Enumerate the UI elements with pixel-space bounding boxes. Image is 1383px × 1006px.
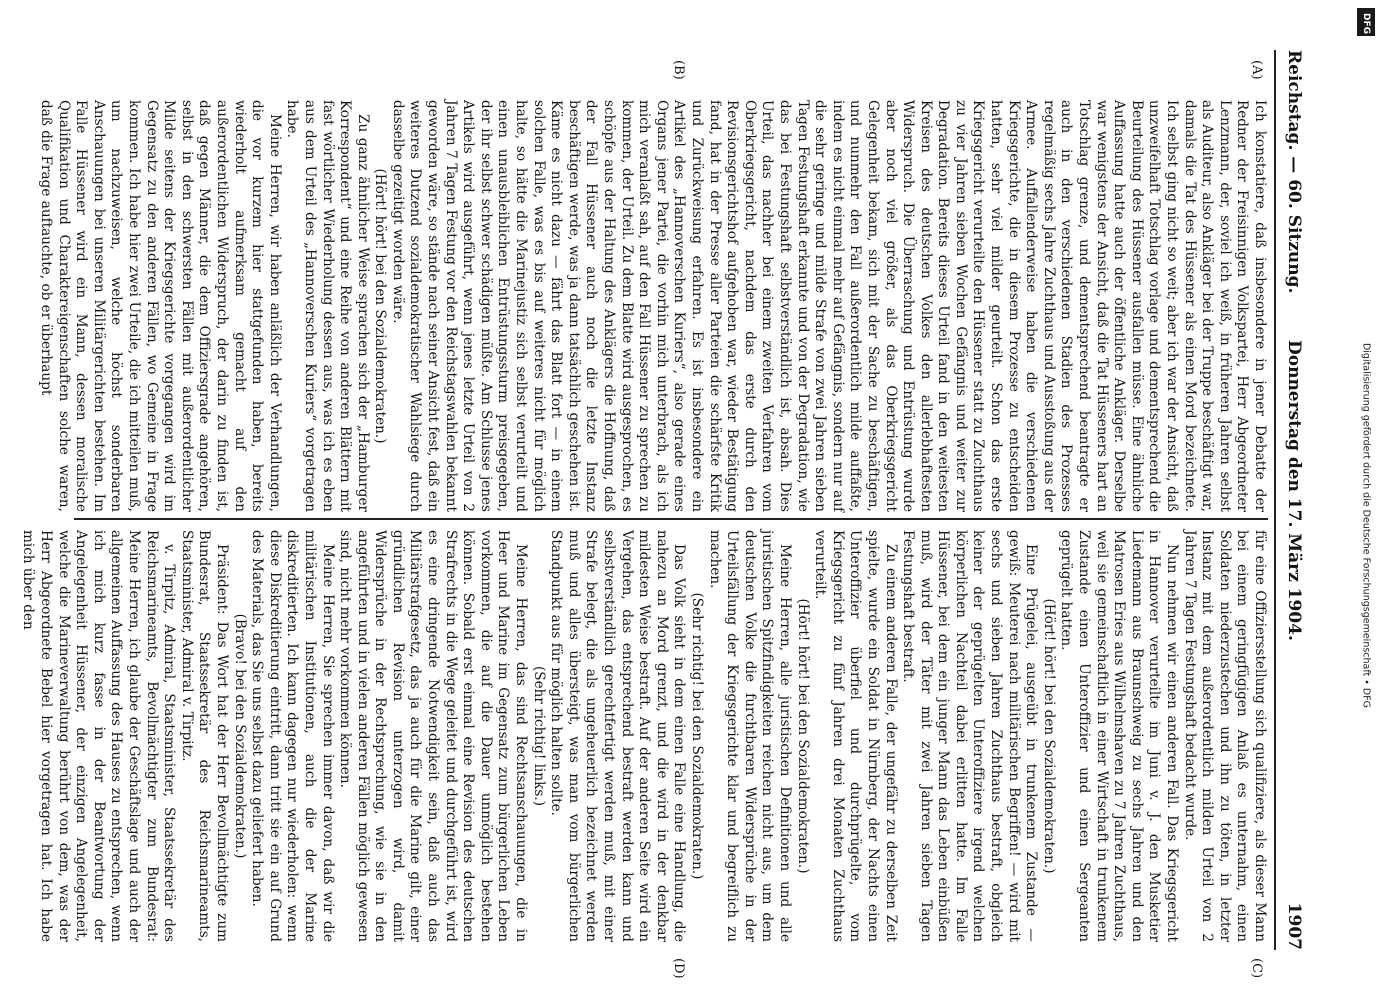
margin-marker-a: (A) — [1249, 60, 1264, 80]
paragraph: Meine Herren, alle juristischen Definitionen und alle juristischen Spitzfindigkeiten reichen nicht aus, um dem deutschen Volke die furchtbaren Widersprüche in der Urteilsfällung der Kriegsgerichte klar und begreiflich zu machen. — [706, 530, 793, 942]
paragraph: Ich konstatiere, daß insbesondere in jener Debatte der Redner der Freisinnigen Volkspartei, Herr Abgeordneter Lenzmann, der, soviel ich weiß, in früheren Jahren selbst als Auditeur, also Ankläger bei der Truppe beschäftigt war, damals die Tat des Hüssener als einen Mord bezeichnete. Ich selbst ging nicht so weit; aber ich war der Ansicht, daß unzweifelhaft Totschlag vorlage und dementsprechend die Beurteilung des Hüssener ausfallen müsse. Eine ähnliche Auffassung hatte auch der öffentliche Ankläger. Derselbe war wenigstens der Ansicht, daß die Tat Hüsseners hart an Totschlag grenze, und dementsprechend beantragte er auch in den verschiedenen Stadien des Prozesses regelmäßig sechs Jahre Zuchthaus und Ausstoßung aus der Armee. Auffallenderweise haben die verschiedenen Kriegsgerichte, die in diesem Prozesse zu entscheiden hatten, sehr viel milder geurteilt. Schon das erste Kriegsgericht verurteilte den Hüssener statt zu Zuchthaus zu vier Jahren sieben Wochen Gefängnis und weiter zur Degradation. Bereits dieses Urteil fand in den weitesten Kreisen des deutschen Volkes den allerlebhaftesten Widerspruch. Die Überraschung und Entrüstung wurde aber noch viel größer, als das Oberkriegsgericht Gelegenheit bekam, sich mit der Sache zu beschäftigen, und nunmehr den Fall außerordentlich milde auffaßte, indem es nicht einmal mehr auf Gefängnis, sondern nur auf die sehr geringe und milde Strafe von zwei Jahren sieben Tagen Festungshaft erkannte und von der Degradation, wie das bei Festungshaft selbstverständlich ist, absah. Dies Urteil, das nachher bei einem zweiten Verfahren vom Oberkriegsgericht, nachdem das erste durch den Revisionsgerichtshof aufgehoben war, wieder Bestätigung fand, hat in der Presse aller Parteien die schärfste Kritik und Zurückweisung erfahren. Es ist insbesondere ein Artikel des „Hannoverschen Kuriers“, also gerade eines Organs jener Partei, die vorhin mich unterbrach, als ich mich veranlaßt sah, auf den Fall Hüssener zu sprechen zu kommen, der Urteil. Zu dem Blatte wird ausgesprochen, es schöpfe aus der Haltung des Anklägers die Hoffnung, daß der Fall Hüssener auch noch die letzte Instanz beschäftigen werde, was ja dann tatsächlich geschehen ist. Käme es nicht dazu — fährt das Blatt fort — in einem solchen Falle, was es bis auf weiteres nicht für möglich halte, so hätte die Marinejustiz sich selbst verurteilt und einen unausbleiblichen Entrüstungssturm preisgegeben, der ihr selbst schwer schädigen müßte. Am Schlusse jenes Artikels wird ausgeführt, wenn jenes letzte Urteil von 2 Jahren 7 Tagen Festung vor den Reichstagswahlen bekannt geworden wäre, so stände nach seiner Ansicht fest, daß ein weiteres Dutzend sozialdemokratischer Wahlsiege durch dasselbe gezeitigt worden wäre. — [389, 100, 1268, 512]
interjection: (Sehr richtig! links.) — [530, 665, 547, 807]
interjection: (Sehr richtig! bei den Sozialdemokraten.) — [689, 592, 705, 880]
dfg-logo-text: DFG — [1361, 13, 1371, 35]
margin-marker-d: (D) — [671, 958, 686, 979]
left-text-column — [38, 100, 1268, 512]
paragraph: Zu einem anderen Falle, der ungefähr zu derselben Zeit spielte, wurde ein Soldat in Nürnberg, der Nachts einen Unteroffizier überfiel und durchprügelte, vom Kriegsgericht zu fünf Jahren drei Monaten Zuchthaus verurteilt. — [812, 530, 899, 942]
interjection: (Hört! hört! bei den Sozialdemokraten.) — [372, 168, 389, 444]
interjection: (Hört! hört! bei den Sozialdemokraten.) — [1040, 598, 1057, 874]
right-text-column — [20, 530, 1268, 942]
interjection: (Bravo! bei den Sozialdemokraten.) — [231, 613, 248, 859]
column-divider — [74, 518, 1268, 520]
page-number: 1907 — [1284, 902, 1304, 950]
speaker-paragraph: v. Tirpitz, Admiral, Staatsminister, Staatssekretär des Reichsmarineamts, Bevollmächtigter zum Bundesrat: Meine Herren, ich glaube der Geschäftslage und auch der allgemeinen Auffassung des Hauses zu entsprechen, wenn ich mich kurz fasse in der Beantwortung der Angelegenheit Hüssener, der einzigen Angelegenheit, welche die Marineverwaltung berührt von dem, was der Herr Abgeordnete Bebel hier vorgetragen hat. Ich habe mich über den — [20, 530, 178, 942]
header-date: Donnerstag den 17. März 1904. — [1284, 340, 1304, 641]
paragraph: Meine Herren, wir haben anläßlich der Verhandlungen, die vor kurzem hier stattgefunden haben, bereits wiederholt aufmerksam gemacht auf den außerordentlichen Widerspruch, der darin zu finden ist, daß gegen Männer, die dem Offiziersgrade angehören, selbst in den schwersten Fällen mit außerordentlicher Milde seitens der Kriegsgerichte vorgegangen wird im Gegensatz zu den anderen Fällen, wo Gemeine in Frage kommen. Ich habe hier zwei Urteile, die ich mitteilen muß, um nachzuweisen, welche höchst sonderbaren Anschauungen bei unseren Militärgerichten bestehen. Im Falle Hüssener wird ein Mann, dessen moralische Qualifikation und Charaktereigenschaften solche waren, daß die Frage auftauchte, ob er überhaupt — [38, 100, 283, 512]
digitization-credit: Digitalisierung gefördert durch die Deutsche Forschungsgemeinschaft • DFG — [1360, 342, 1372, 709]
rotated-page-scan — [20, 30, 1316, 979]
paragraph: Das Volk sieht in dem einen Falle eine Handlung, die nahezu an Mord grenzt, und die wird in der denkbar mildesten Weise bestraft. Auf der anderen Seite wird ein Vergehen, das entsprechend bestraft werden kann und selbstverständlich gerechtfertigt werden muß, mit einer Strafe belegt, die als ungeheuerlich bezeichnet werden muß und alles übersteigt, was man vom bürgerlichen Standpunkt aus für möglich halten sollte. — [548, 530, 688, 942]
funding-sidebar — [1353, 0, 1379, 1000]
paragraph: Eine Prügelei, ausgeübt in trunkenem Zustande — gewiß: Meuterei nach militärischen Begriffen! — wird mit sechs und sieben Jahren Zuchthaus bestraft, obgleich keiner der geprügelten Unteroffiziere irgend welchen körperlichen Nachteil dabei erlitten hatte. Im Falle Hüssener, bei dem ein junger Mann das Leben einbüßen muß, wird der Täter mit zwei Jahren sieben Tagen Festungshaft bestraft. — [900, 530, 1040, 942]
page-header — [1280, 50, 1308, 950]
interjection: (Hört! hört! bei den Sozialdemokraten.) — [794, 598, 811, 874]
header-rule — [1274, 50, 1276, 950]
paragraph: für eine Offiziersstellung sich qualifiziere, als dieser Mann bei einem geringfügigen Anlaß es unternahm, einen Soldaten niederzustechen und ihn zu töten, in letzter Instanz mit dem außerordentlich milden Urteil von 2 Jahren 7 Tagen Festungshaft bedacht wurde. — [1181, 530, 1268, 942]
margin-marker-b: (B) — [671, 60, 686, 80]
paragraph: Meine Herren, das sind Rechtsanschauungen, die in Heer und Marine im Gegensatz zum bürgerlichen Leben vorkommen, die auf die Dauer unmöglich bestehen können. Sobald erst einmal eine Revision des deutschen Strafrechts in die Wege geleitet und durchgeführt ist, wird es eine dringende Notwendigkeit sein, daß auch das Militärstrafgesetz, das ja auch für die Marine gilt, einer gründlichen Revision unterzogen wird, damit Widersprüche in der Rechtsprechung, wie sie in den angeführten und in vielen anderen Fällen möglich gewesen sind, nicht mehr vorkommen können. — [337, 530, 530, 942]
dfg-logo — [1357, 8, 1375, 36]
header-left: Reichstag. — 60. Sitzung. — [1284, 50, 1304, 294]
margin-marker-c: (C) — [1249, 958, 1264, 979]
paragraph: Zu ganz ähnlicher Weise sprachen sich der „Hamburger Korrespondent“ und eine Reihe von anderen Blättern mit fast wörtlicher Wiederholung dessen aus, was ich es eben aus dem Urteil des „Hannoverschen Kuriers“ vorgetragen habe. — [284, 100, 371, 512]
paragraph: Meine Herren, Sie sprechen immer davon, daß wir die militärischen Institutionen, auch die der Marine diskreditierten. Ich kann dagegen nur wiederholen: wenn diese Diskreditierung eintritt, dann tritt sie ein auf Grund des Materials, das Sie uns selbst dazu geliefert haben. — [249, 530, 336, 942]
speaker-paragraph: Präsident: Das Wort hat der Herr Bevollmächtigte zum Bundesrat, Staatssekretär des Reichsmarineamts, Staatsminister, Admiral v. Tirpitz. — [178, 530, 230, 942]
paragraph: Nun nehmen wir einen anderen Fall. Das Kriegsgericht in Hannover verurteilte im Juni v. J. den Musketier Liedemann aus Braunschweig zu sechs Jahren und den Matrosen Eries aus Wilhelmshaven zu 7 Jahren Zuchthaus, weil sie gemeinschaftlich in einer Wirtschaft in trunkenem Zustande einen Unteroffizier und einen Sergeanten geprügelt hatten. — [1058, 530, 1181, 942]
